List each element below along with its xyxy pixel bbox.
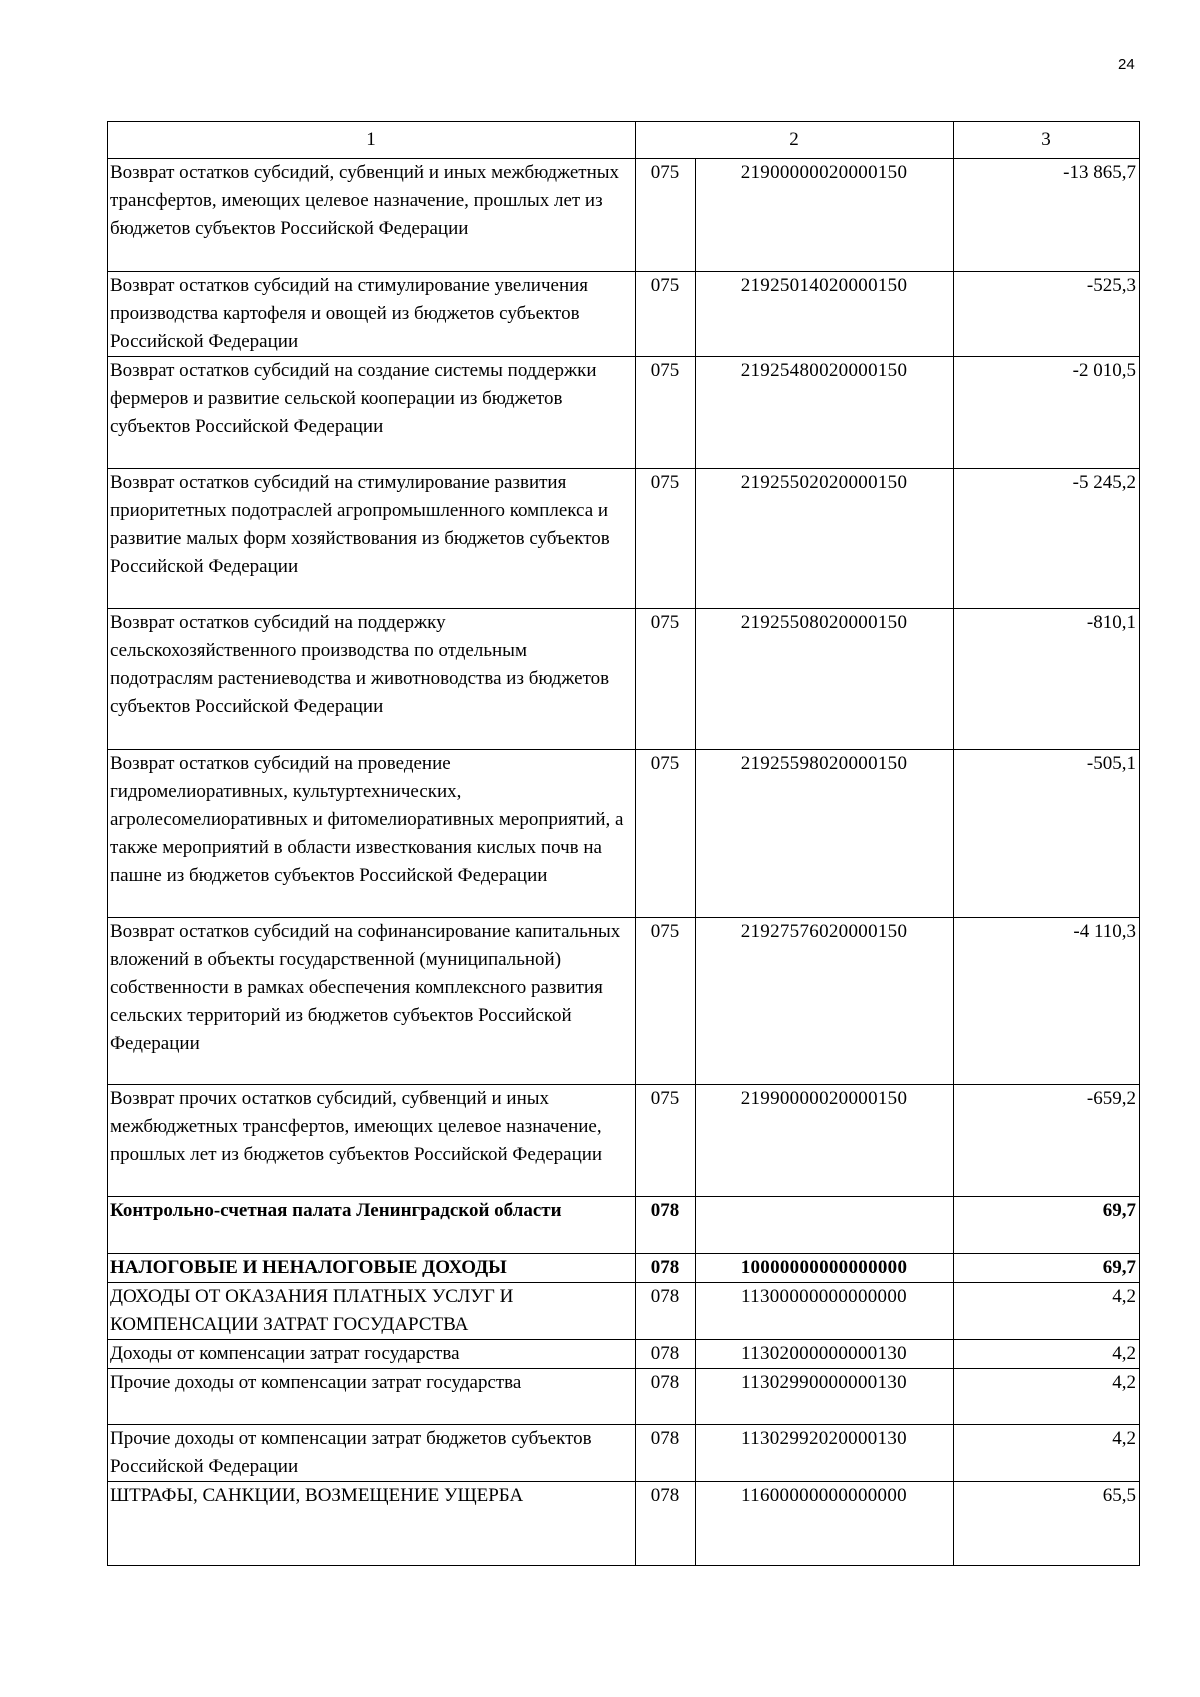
row-amount-cell: -525,3 (954, 272, 1140, 357)
row-amount-cell: 4,2 (954, 1340, 1140, 1369)
revenue-table (107, 121, 1140, 1566)
header-col-3: 3 (954, 122, 1140, 159)
row-admin-code-cell: 078 (636, 1425, 696, 1482)
row-budget-code-cell: 21925508020000150 (696, 609, 954, 750)
row-admin-code-cell: 075 (636, 750, 696, 918)
row-name-cell: Прочие доходы от компенсации затрат государства (108, 1369, 636, 1425)
row-budget-code-cell: 21925502020000150 (696, 469, 954, 609)
table-row (108, 1085, 1140, 1197)
row-admin-code-cell: 075 (636, 1085, 696, 1197)
row-name-cell: ДОХОДЫ ОТ ОКАЗАНИЯ ПЛАТНЫХ УСЛУГ И КОМПЕНСАЦИИ ЗАТРАТ ГОСУДАРСТВА (108, 1283, 636, 1340)
row-admin-code-cell: 078 (636, 1369, 696, 1425)
row-name-cell: Контрольно-счетная палата Ленинградской области (108, 1197, 636, 1254)
table-row (108, 1425, 1140, 1482)
row-budget-code-cell: 21925598020000150 (696, 750, 954, 918)
table-row (108, 1254, 1140, 1283)
table-row (108, 159, 1140, 272)
table-row (108, 1482, 1140, 1566)
table-row (108, 1340, 1140, 1369)
row-name-cell: Возврат остатков субсидий на проведение гидромелиоративных, культуртехнических, агролесомелиоративных и фитомелиоративных мероприятий, а также мероприятий в области известкования кислых почв на пашне из бюджетов субъектов Российской Федерации (108, 750, 636, 918)
row-admin-code-cell: 075 (636, 609, 696, 750)
row-budget-code-cell: 21927576020000150 (696, 918, 954, 1085)
row-amount-cell: 65,5 (954, 1482, 1140, 1566)
row-admin-code-cell: 075 (636, 918, 696, 1085)
row-name-cell: Возврат остатков субсидий, субвенций и иных межбюджетных трансфертов, имеющих целевое назначение, прошлых лет из бюджетов субъектов Российской Федерации (108, 159, 636, 272)
row-admin-code-cell: 078 (636, 1197, 696, 1254)
row-admin-code-cell: 075 (636, 159, 696, 272)
row-amount-cell: 4,2 (954, 1283, 1140, 1340)
row-name-cell: ШТРАФЫ, САНКЦИИ, ВОЗМЕЩЕНИЕ УЩЕРБА (108, 1482, 636, 1566)
row-amount-cell: 69,7 (954, 1254, 1140, 1283)
row-admin-code-cell: 075 (636, 272, 696, 357)
row-budget-code-cell: 21925014020000150 (696, 272, 954, 357)
row-name-cell: НАЛОГОВЫЕ И НЕНАЛОГОВЫЕ ДОХОДЫ (108, 1254, 636, 1283)
row-name-cell: Возврат остатков субсидий на стимулирование увеличения производства картофеля и овощей из бюджетов субъектов Российской Федерации (108, 272, 636, 357)
page-number: 24 (1118, 56, 1135, 73)
row-admin-code-cell: 078 (636, 1340, 696, 1369)
table-row (108, 1369, 1140, 1425)
row-name-cell: Возврат остатков субсидий на создание системы поддержки фермеров и развитие сельской кооперации из бюджетов субъектов Российской Федерации (108, 357, 636, 469)
table-row (108, 1283, 1140, 1340)
row-admin-code-cell: 075 (636, 357, 696, 469)
table-row (108, 357, 1140, 469)
table-body (108, 159, 1140, 1566)
row-admin-code-cell: 078 (636, 1283, 696, 1340)
row-budget-code-cell: 11302992020000130 (696, 1425, 954, 1482)
row-admin-code-cell: 078 (636, 1254, 696, 1283)
table-header-row (108, 122, 1140, 159)
table-row (108, 918, 1140, 1085)
row-name-cell: Возврат остатков субсидий на софинансирование капитальных вложений в объекты государственной (муниципальной) собственности в рамках обеспечения комплексного развития сельских территорий из бюджетов субъектов Российской Федерации (108, 918, 636, 1085)
row-name-cell: Прочие доходы от компенсации затрат бюджетов субъектов Российской Федерации (108, 1425, 636, 1482)
row-amount-cell: -659,2 (954, 1085, 1140, 1197)
table-row (108, 609, 1140, 750)
row-amount-cell: 4,2 (954, 1425, 1140, 1482)
row-budget-code-cell: 11600000000000000 (696, 1482, 954, 1566)
row-amount-cell: -2 010,5 (954, 357, 1140, 469)
row-amount-cell: -13 865,7 (954, 159, 1140, 272)
row-budget-code-cell: 21990000020000150 (696, 1085, 954, 1197)
table-row (108, 1197, 1140, 1254)
row-budget-code-cell (696, 1197, 954, 1254)
table-row (108, 750, 1140, 918)
row-budget-code-cell: 11302000000000130 (696, 1340, 954, 1369)
row-amount-cell: 4,2 (954, 1369, 1140, 1425)
row-amount-cell: -505,1 (954, 750, 1140, 918)
row-amount-cell: 69,7 (954, 1197, 1140, 1254)
row-admin-code-cell: 075 (636, 469, 696, 609)
row-budget-code-cell: 10000000000000000 (696, 1254, 954, 1283)
row-name-cell: Возврат прочих остатков субсидий, субвенций и иных межбюджетных трансфертов, имеющих целевое назначение, прошлых лет из бюджетов субъектов Российской Федерации (108, 1085, 636, 1197)
row-amount-cell: -5 245,2 (954, 469, 1140, 609)
row-amount-cell: -810,1 (954, 609, 1140, 750)
row-budget-code-cell: 11302990000000130 (696, 1369, 954, 1425)
row-amount-cell: -4 110,3 (954, 918, 1140, 1085)
row-name-cell: Возврат остатков субсидий на стимулирование развития приоритетных подотраслей агропромышленного комплекса и развитие малых форм хозяйствования из бюджетов субъектов Российской Федерации (108, 469, 636, 609)
row-budget-code-cell: 21900000020000150 (696, 159, 954, 272)
row-budget-code-cell: 21925480020000150 (696, 357, 954, 469)
row-admin-code-cell: 078 (636, 1482, 696, 1566)
row-budget-code-cell: 11300000000000000 (696, 1283, 954, 1340)
row-name-cell: Возврат остатков субсидий на поддержку сельскохозяйственного производства по отдельным подотраслям растениеводства и животноводства из бюджетов субъектов Российской Федерации (108, 609, 636, 750)
header-col-1: 1 (108, 122, 636, 159)
header-col-2: 2 (636, 122, 954, 159)
row-name-cell: Доходы от компенсации затрат государства (108, 1340, 636, 1369)
table-row (108, 469, 1140, 609)
table-row (108, 272, 1140, 357)
